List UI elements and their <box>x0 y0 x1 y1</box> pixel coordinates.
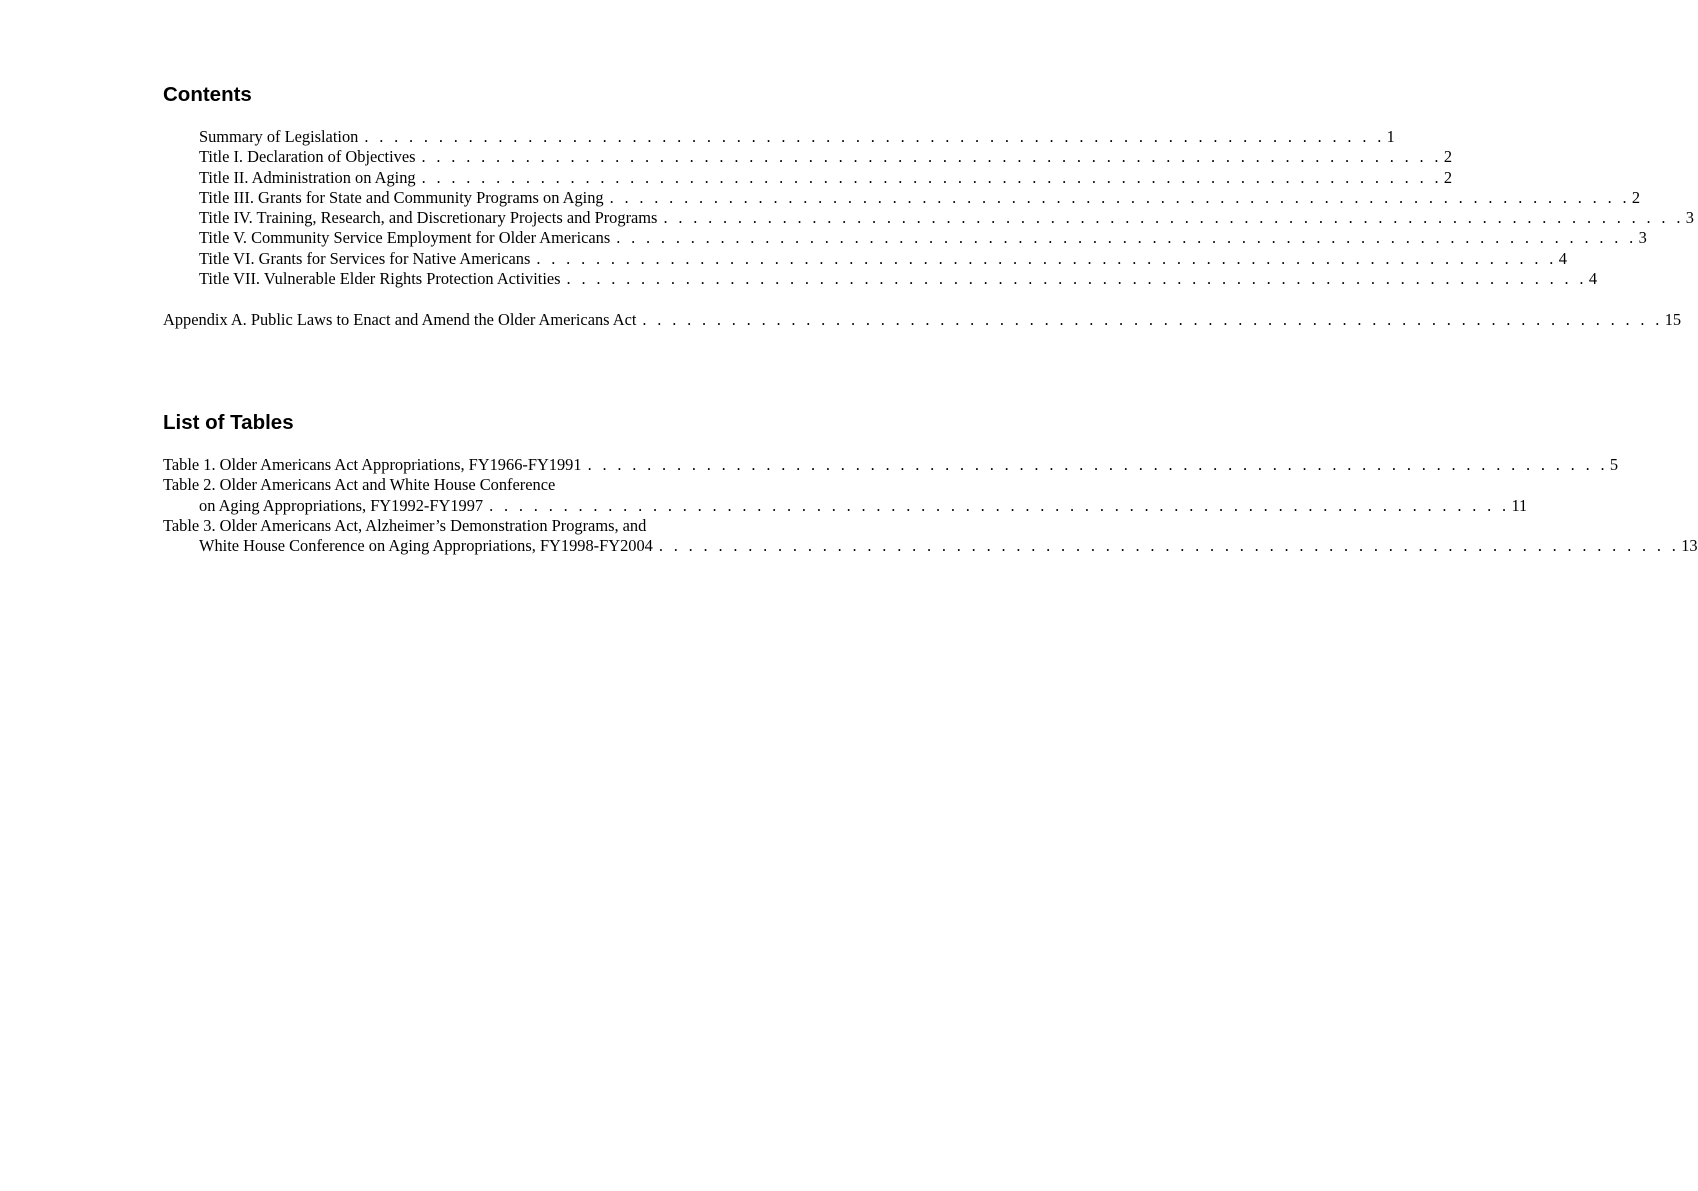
toc-entry-page: 1 <box>1386 127 1395 146</box>
toc-entry-label: Title VII. Vulnerable Elder Rights Protection Activities <box>199 269 561 289</box>
table-entry-label-continued: White House Conference on Aging Appropriations, FY1998-FY2004 <box>199 536 653 556</box>
table-entry-label: Table 3. Older Americans Act, Alzheimer’s Demonstration Programs, and <box>163 515 647 535</box>
toc-entry-page: 3 <box>1638 228 1647 248</box>
toc-entry[interactable] <box>163 208 1694 228</box>
toc-entry-label: Summary of Legislation <box>199 127 359 146</box>
dot-leader: . . . . . . . . . . . . . . . . . . . . . . . . . . . . . . . . . . . . . . . . . . . . . . . . . . . . . . . . . . . . . . . . . . . . . <box>642 310 1663 329</box>
contents-heading: Contents <box>163 83 252 106</box>
dot-leader: . . . . . . . . . . . . . . . . . . . . . . . . . . . . . . . . . . . . . . . . . . . . . . . . . . . . . . . . . . . . . . . . . . . . . <box>609 187 1630 207</box>
toc-entry-label: Title IV. Training, Research, and Discretionary Projects and Programs <box>199 208 658 228</box>
list-of-tables-heading: List of Tables <box>163 411 294 434</box>
toc-entry[interactable] <box>163 269 1598 289</box>
dot-leader: . . . . . . . . . . . . . . . . . . . . . . . . . . . . . . . . . . . . . . . . . . . . . . . . . . . . . . . . . . . . . . . . . . . . . <box>364 127 1385 146</box>
toc-entry[interactable] <box>163 147 1453 167</box>
dot-leader: . . . . . . . . . . . . . . . . . . . . . . . . . . . . . . . . . . . . . . . . . . . . . . . . . . . . . . . . . . . . . . . . . . . . . <box>489 495 1510 515</box>
table-entry-line1[interactable] <box>163 516 758 536</box>
dot-leader: . . . . . . . . . . . . . . . . . . . . . . . . . . . . . . . . . . . . . . . . . . . . . . . . . . . . . . . . . . . . . . . . . . . . . <box>421 147 1442 167</box>
table-entry-label: Table 2. Older Americans Act and White House Conference <box>163 475 556 495</box>
table-entry-label: Table 1. Older Americans Act Appropriations, FY1966-FY1991 <box>163 455 582 474</box>
toc-entry-label: Title I. Declaration of Objectives <box>199 147 416 167</box>
table-entry-page: 11 <box>1511 495 1528 515</box>
toc-entry-page: 2 <box>1443 147 1453 167</box>
dot-leader: . . . . . . . . . . . . . . . . . . . . . . . . . . . . . . . . . . . . . . . . . . . . . . . . . . . . . . . . . . . . . . . . . . . . . <box>566 269 1587 289</box>
dot-leader: . . . . . . . . . . . . . . . . . . . . . . . . . . . . . . . . . . . . . . . . . . . . . . . . . . . . . . . . . . . . . . . . . . . . . <box>663 208 1684 228</box>
toc-entry-label: Title VI. Grants for Services for Native Americans <box>199 248 531 268</box>
toc-entry-page: 4 <box>1588 269 1598 289</box>
table-entry-page: 5 <box>1609 455 1619 474</box>
table-entry-line1[interactable] <box>163 475 758 495</box>
toc-entry[interactable] <box>163 228 1647 248</box>
dot-leader: . . . . . . . . . . . . . . . . . . . . . . . . . . . . . . . . . . . . . . . . . . . . . . . . . . . . . . . . . . . . . . . . . . . . . <box>616 228 1637 248</box>
dot-leader: . . . . . . . . . . . . . . . . . . . . . . . . . . . . . . . . . . . . . . . . . . . . . . . . . . . . . . . . . . . . . . . . . . . . . <box>658 536 1680 556</box>
toc-entry-page: 2 <box>1631 187 1641 207</box>
toc-entry-label: Title III. Grants for State and Community Programs on Aging <box>199 187 604 207</box>
contents-list <box>163 127 1694 289</box>
dot-leader: . . . . . . . . . . . . . . . . . . . . . . . . . . . . . . . . . . . . . . . . . . . . . . . . . . . . . . . . . . . . . . . . . . . . . <box>536 248 1557 268</box>
toc-entry-label: Appendix A. Public Laws to Enact and Amend the Older Americans Act <box>163 310 637 329</box>
table-entry-label-continued: on Aging Appropriations, FY1992-FY1997 <box>199 495 484 515</box>
table-entry-line2[interactable] <box>163 495 1528 516</box>
dot-leader: . . . . . . . . . . . . . . . . . . . . . . . . . . . . . . . . . . . . . . . . . . . . . . . . . . . . . . . . . . . . . . . . . . . . . <box>587 455 1608 474</box>
toc-entry[interactable] <box>163 167 1453 188</box>
table-entry-line2[interactable] <box>163 536 1698 556</box>
table-entry[interactable] <box>163 455 1619 475</box>
toc-entry-appendix-a[interactable] <box>163 310 1682 330</box>
appendix-list <box>163 310 1682 330</box>
toc-entry-label: Title II. Administration on Aging <box>199 167 416 187</box>
toc-entry[interactable] <box>163 127 1395 147</box>
toc-entry-label: Title V. Community Service Employment for Older Americans <box>199 228 611 248</box>
toc-entry[interactable] <box>163 187 1641 208</box>
toc-entry-page: 15 <box>1664 310 1682 329</box>
list-of-tables <box>163 455 1698 556</box>
toc-entry[interactable] <box>163 248 1567 269</box>
toc-entry-page: 4 <box>1558 248 1567 268</box>
toc-entry-page: 2 <box>1443 167 1453 187</box>
dot-leader: . . . . . . . . . . . . . . . . . . . . . . . . . . . . . . . . . . . . . . . . . . . . . . . . . . . . . . . . . . . . . . . . . . . . . <box>421 167 1442 187</box>
toc-entry-page: 3 <box>1685 208 1694 228</box>
table-entry-page: 13 <box>1681 536 1698 556</box>
